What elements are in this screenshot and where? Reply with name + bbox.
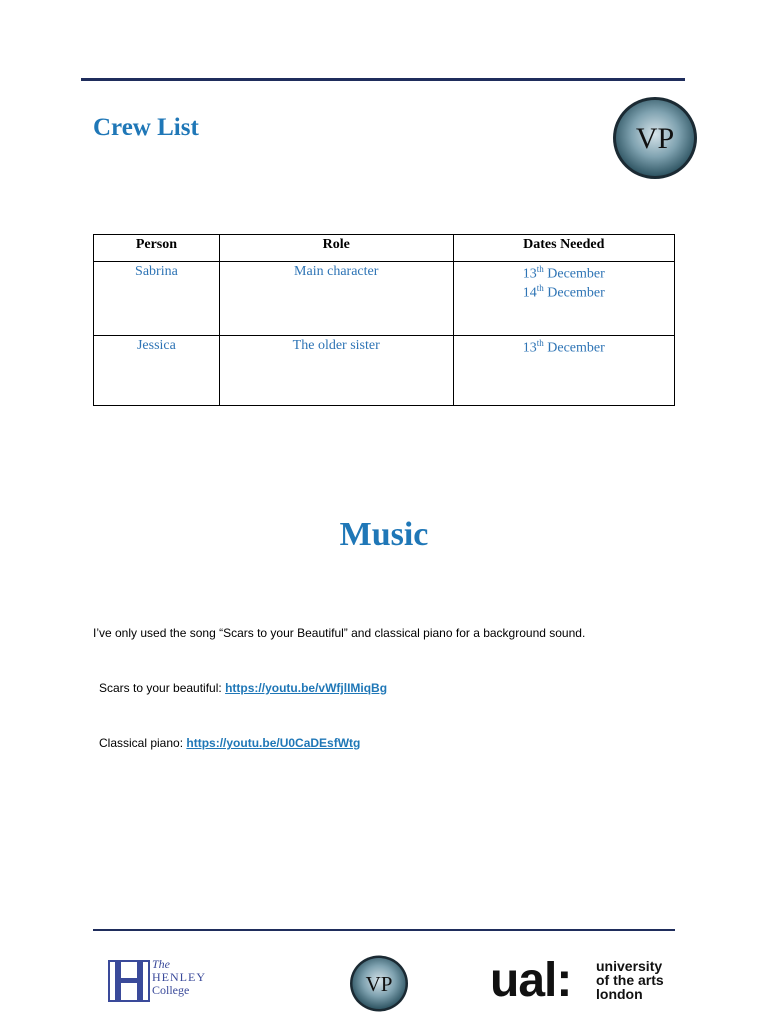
- music-heading: Music: [339, 516, 429, 553]
- column-header-person: Person: [94, 235, 220, 262]
- link-label: Scars to your beautiful:: [99, 681, 226, 695]
- role-cell: The older sister: [219, 336, 453, 406]
- scars-youtube-link[interactable]: https://youtu.be/vWfjlIMiqBg: [225, 681, 388, 695]
- table-row: [94, 262, 675, 336]
- column-header-role: Role: [219, 235, 453, 262]
- henley-college-wordmark: The HENLEY College: [152, 957, 206, 997]
- link-label: Classical piano:: [99, 736, 187, 750]
- date-entry: 13th December: [522, 338, 605, 356]
- dates-cell: [453, 336, 674, 406]
- ual-logo-text: university of the arts london: [596, 958, 664, 1002]
- table-header-row: [94, 235, 675, 262]
- vp-logo: [612, 96, 698, 180]
- scars-link-line: [99, 681, 387, 695]
- date-entry: 14th December: [522, 282, 605, 301]
- role-cell: Main character: [219, 262, 453, 336]
- piano-link-line: [99, 736, 360, 750]
- svg-text:VP: VP: [365, 972, 393, 996]
- page-title: Crew List: [93, 114, 199, 141]
- dates-cell: [453, 262, 674, 336]
- date-entry: 13th December: [522, 264, 605, 282]
- vp-footer-logo: [349, 955, 409, 1012]
- music-description: I’ve only used the song “Scars to your Beautiful” and classical piano for a background sound.: [93, 626, 586, 640]
- bottom-divider: [93, 929, 675, 931]
- column-header-dates: Dates Needed: [453, 235, 674, 262]
- person-cell: Sabrina: [94, 262, 220, 336]
- crew-table: [93, 234, 675, 406]
- piano-youtube-link[interactable]: https://youtu.be/U0CaDEsfWtg: [186, 736, 361, 750]
- top-divider: [81, 78, 685, 81]
- table-row: [94, 336, 675, 406]
- ual-logo-mark: ual:: [490, 954, 572, 1007]
- person-cell: Jessica: [94, 336, 220, 406]
- svg-text:VP: VP: [635, 122, 675, 155]
